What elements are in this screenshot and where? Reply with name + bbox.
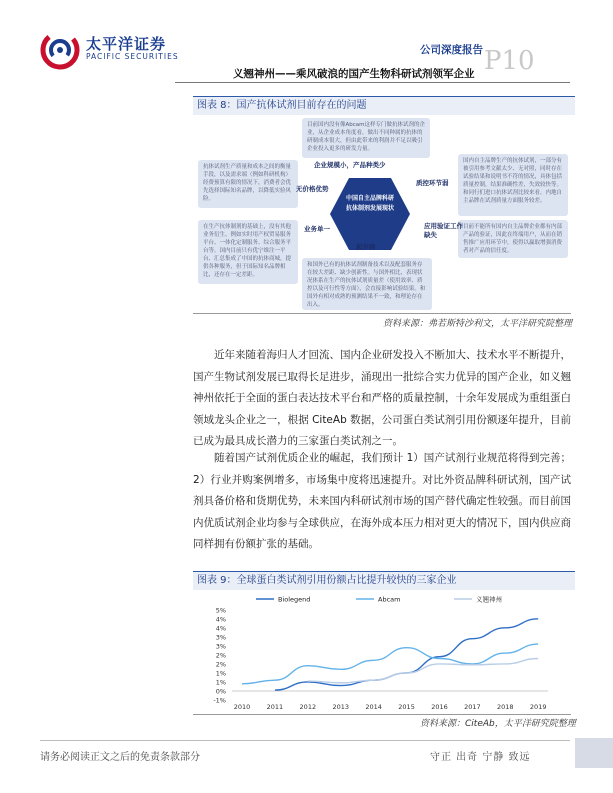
figure8-caption: 图表 8：国产抗体试剂目前存在的问题 xyxy=(193,96,575,115)
diagram-box-bottom: 和国外已有的抗体试剂制备技术以及配套服务存在较大差距、缺少创新性。与国外相比，表现状况体系在生产的抗体试剂质量差（使用效率、质控以及可行性等方面），会直接影响试验结果。和国外有相对成熟的预测结果不一致，和理论存在出入。 xyxy=(302,258,432,310)
center-text: 中国自主品牌科研抗体制剂发展现状 xyxy=(346,195,395,212)
x-tick-label: 2016 xyxy=(431,703,448,711)
footer-band xyxy=(575,738,613,768)
page-number: P10 xyxy=(484,46,535,76)
label-right-top: 质控环节弱 xyxy=(416,179,449,187)
figure9-chart xyxy=(196,590,568,712)
y-tick-label: 1% xyxy=(215,669,226,678)
label-left-top: 无价格优势 xyxy=(296,185,329,193)
logo-text: 太平洋证券 xyxy=(86,35,167,53)
x-tick-label: 2012 xyxy=(299,703,317,711)
footer-disclaimer: 请务必阅读正文之后的免责条款部分 xyxy=(40,752,200,763)
diagram-box-top: 目前国内没有像Abcam这样专门做抗体试剂的企业，从企业成本角度看，做出不同种属的抗体的研制成本很大，但由此带来的利润并不足以吸引企业投入更多的研发力量。 xyxy=(302,118,430,158)
footer-divider xyxy=(40,740,570,741)
y-tick-label: 2% xyxy=(215,651,226,660)
legend-label: 义翘神州 xyxy=(476,595,502,604)
paragraph-2: 随着国产试剂优质企业的崛起，我们预计 1）国产试剂行业规范将得到完善；2）行业并购案例增多，市场集中度将迅速提升。对比外资品牌科研试剂，国产试剂具备价格和货期优势，未来国内科研试剂市场的国产替代确定性较强。而目前国内优质试剂企业均参与全球供应，在海外成本压力相对更大的情况下，国内供应商同样拥有份额扩张的基础。 xyxy=(193,452,571,550)
logo-text-en: PACIFIC SECURITIES xyxy=(86,52,179,61)
figure9-source: 资料来源：CiteAb，太平洋研究院整理 xyxy=(420,719,576,729)
figure8-diagram xyxy=(196,116,569,312)
label-top: 企业规模小，产品种类少 xyxy=(314,161,386,169)
diagram-box-right-top: 国内自主品牌生产的抗体试剂，一部分有被引用参考文献太少、无对照，同时存在试验结果和说明书不符的情况，具体包括质量控制，结果准确性差，失效较快等。和同行们进口抗体试剂比较来看，内地自主品牌在试剂质量方面服务较差。 xyxy=(458,154,568,216)
figure9-bottom-rule xyxy=(193,714,571,715)
x-tick-label: 2014 xyxy=(365,703,382,711)
y-tick-label: 2% xyxy=(215,660,226,669)
y-tick-label: 5% xyxy=(215,606,226,615)
diagram-box-left-bottom: 在生产抗体制剂的基础上，没有其他业务衍生。例如实时用产权贸易服务平台、一体化定制服务、综合服务平台等。国内目前只有优宁维注一平台、汇总集成了中国的抗体商城，提供各种服务，但于国际知名品牌相比，还存在一定差距。 xyxy=(198,220,298,284)
y-tick-label: 4% xyxy=(215,615,226,624)
x-tick-label: 2019 xyxy=(529,703,547,711)
y-tick-label: 3% xyxy=(215,642,226,651)
paragraph-1: 近年来随着海归人才回流、国内企业研发投入不断加大、技术水平不断提升，国产生物试剂发展已取得长足进步，涌现出一批综合实力优异的国产企业，如义翘神州依托于全面的蛋白表达技术平台和严格的质量控制，十余年发展成为重组蛋白领域龙头企业之一，根据 CiteAb 数据，公司蛋白类试剂引用份额逐年提升，目前已成为最具成长潜力的三家蛋白类试剂之一。 xyxy=(193,349,571,447)
label-right-bottom: 应用验证工作缺失 xyxy=(424,222,463,239)
x-tick-label: 2011 xyxy=(266,703,284,711)
x-tick-label: 2010 xyxy=(233,703,251,711)
x-tick-label: 2015 xyxy=(398,703,415,711)
legend-label: Biolegend xyxy=(278,595,311,604)
diagram-box-right-bottom: 目前不能所有国内自主品牌企业都有内部产品的验证，因此在终端用户，从而在销售推广应用环节中，使得以赢取增强消费者对产品的信任度。 xyxy=(458,220,568,258)
x-tick-label: 2013 xyxy=(332,703,350,711)
y-tick-label: -1% xyxy=(213,696,226,705)
footer-motto: 守正 出奇 宁静 致远 xyxy=(430,752,531,763)
series-line-2 xyxy=(308,659,538,683)
legend-label: Abcam xyxy=(378,595,401,604)
figure9-caption: 图表 9：全球蛋白类试剂引用份额占比提升较快的三家企业 xyxy=(193,571,575,590)
y-tick-label: 1% xyxy=(215,678,226,687)
header-divider xyxy=(175,82,570,83)
report-title: 义翘神州——乘风破浪的国产生物科研试剂领军企业 xyxy=(233,68,475,80)
figure8-source: 资料来源：弗若斯特沙利文，太平洋研究院整理 xyxy=(383,319,573,329)
center-hexagon xyxy=(328,176,412,252)
figure8-bottom-rule xyxy=(193,313,571,314)
diagram-box-left-top: 抗体试剂生产质量和成本之间的衡量手段，以及需求端（例如科研机构）经费预算有限的情况下，消费者会优先选择国际知名品牌，以降低实验风险。 xyxy=(198,160,298,208)
x-tick-label: 2018 xyxy=(497,703,514,711)
x-tick-label: 2017 xyxy=(464,703,481,711)
y-tick-label: 4% xyxy=(215,624,226,633)
y-tick-label: 3% xyxy=(215,633,226,642)
logo-mark-icon xyxy=(40,30,80,70)
label-left-bottom: 业务单一 xyxy=(304,225,330,233)
label-bottom: 起步晚 xyxy=(356,243,376,251)
y-tick-label: 0% xyxy=(215,687,226,696)
report-type: 公司深度报告 xyxy=(420,44,483,56)
